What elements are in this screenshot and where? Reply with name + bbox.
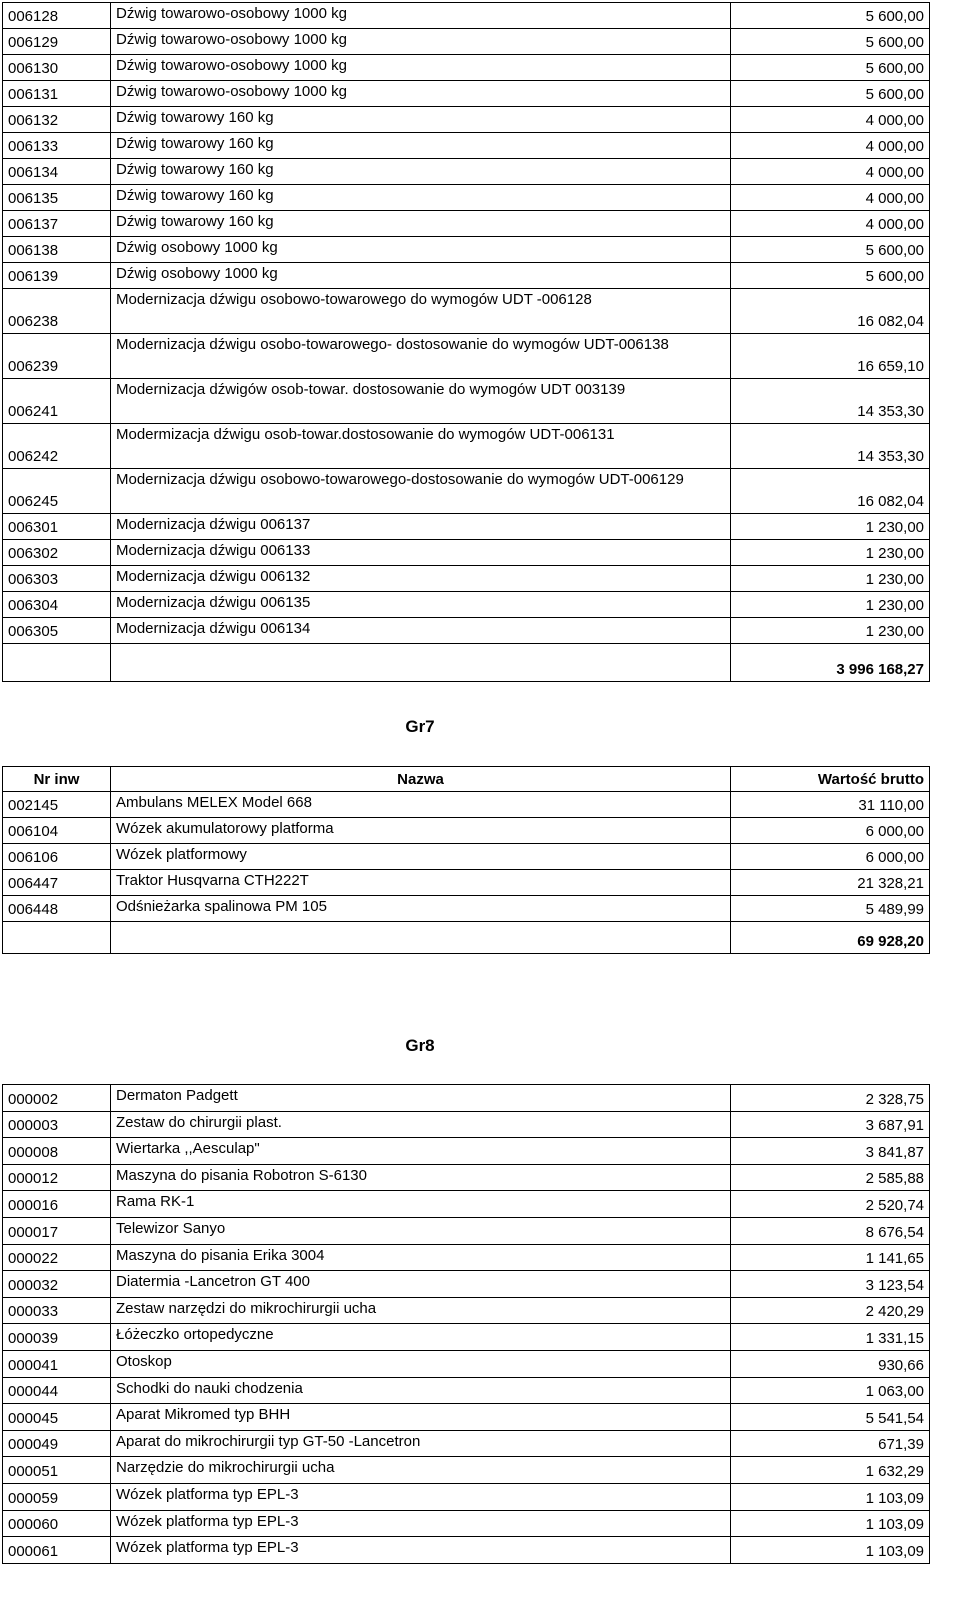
table-row: [3, 1164, 930, 1191]
inventory-number: 000049: [3, 1430, 111, 1457]
item-value: 1 141,65: [731, 1244, 930, 1271]
inventory-number: 000017: [3, 1217, 111, 1244]
inventory-number: 000061: [3, 1537, 111, 1564]
item-name: Maszyna do pisania Erika 3004: [111, 1244, 731, 1271]
inventory-number: 006241: [3, 379, 111, 424]
header-nr-inw: Nr inw: [3, 767, 111, 792]
item-value: 1 331,15: [731, 1324, 930, 1351]
inventory-number: 006239: [3, 334, 111, 379]
inventory-number: 006448: [3, 896, 111, 922]
item-name: Narzędzie do mikrochirurgii ucha: [111, 1457, 731, 1484]
item-value: 1 230,00: [731, 514, 930, 540]
group-title-gr7: Gr7: [405, 717, 435, 736]
inventory-table-continued: [2, 2, 930, 682]
item-name: Modernizacja dźwigu 006133: [111, 540, 731, 566]
item-value: 8 676,54: [731, 1217, 930, 1244]
table-row: [3, 334, 930, 379]
item-value: 930,66: [731, 1350, 930, 1377]
inventory-number: 000060: [3, 1510, 111, 1537]
item-value: 671,39: [731, 1430, 930, 1457]
item-name: Wózek platforma typ EPL-3: [111, 1537, 731, 1564]
item-name: Dźwig towarowy 160 kg: [111, 107, 731, 133]
table-row: [3, 1244, 930, 1271]
inventory-number: 000059: [3, 1483, 111, 1510]
inventory-number: 000041: [3, 1350, 111, 1377]
inventory-number: 000003: [3, 1111, 111, 1138]
item-name: Modernizacja dźwigu 006134: [111, 618, 731, 644]
item-name: Zestaw narzędzi do mikrochirurgii ucha: [111, 1297, 731, 1324]
inventory-number: 006131: [3, 81, 111, 107]
item-value: 1 230,00: [731, 540, 930, 566]
table-header-row: [3, 767, 930, 792]
item-value: 5 600,00: [731, 3, 930, 29]
item-value: 5 489,99: [731, 896, 930, 922]
inventory-number: 006128: [3, 3, 111, 29]
table-row: [3, 1191, 930, 1218]
item-name: Zestaw do chirurgii plast.: [111, 1111, 731, 1138]
table-row: [3, 792, 930, 818]
table-row: [3, 514, 930, 540]
item-name: Traktor Husqvarna CTH222T: [111, 870, 731, 896]
inventory-number: 006302: [3, 540, 111, 566]
item-name: Wiertarka ,,Aesculap": [111, 1138, 731, 1165]
table-row: [3, 1537, 930, 1564]
inventory-number: 006137: [3, 211, 111, 237]
item-name: Modernizacja dźwigu osobowo-towarowego-dostosowanie do wymogów UDT-006129: [111, 469, 731, 514]
table-row: [3, 1350, 930, 1377]
item-value: 1 103,09: [731, 1483, 930, 1510]
item-value: 16 082,04: [731, 469, 930, 514]
table-row: [3, 211, 930, 237]
item-name: [111, 922, 731, 954]
table-row: [3, 1111, 930, 1138]
table-row: [3, 185, 930, 211]
item-value: 4 000,00: [731, 133, 930, 159]
item-value: 4 000,00: [731, 159, 930, 185]
inventory-number: 006238: [3, 289, 111, 334]
item-name: Wózek platforma typ EPL-3: [111, 1483, 731, 1510]
inventory-number: 006301: [3, 514, 111, 540]
item-name: Aparat Mikromed typ BHH: [111, 1404, 731, 1431]
item-name: Maszyna do pisania Robotron S-6130: [111, 1164, 731, 1191]
table-row: [3, 237, 930, 263]
inventory-number: 006129: [3, 29, 111, 55]
item-value: 4 000,00: [731, 107, 930, 133]
table-row: [3, 1430, 930, 1457]
inventory-number: 000039: [3, 1324, 111, 1351]
table-row: [3, 1217, 930, 1244]
item-name: Dźwig towarowo-osobowy 1000 kg: [111, 29, 731, 55]
item-name: Dźwig towarowy 160 kg: [111, 159, 731, 185]
item-value: 1 230,00: [731, 566, 930, 592]
inventory-number: 000012: [3, 1164, 111, 1191]
inventory-number: [3, 644, 111, 682]
inventory-number: 006133: [3, 133, 111, 159]
item-name: Aparat do mikrochirurgii typ GT-50 -Lancetron: [111, 1430, 731, 1457]
table-row: [3, 1377, 930, 1404]
table-row: [3, 844, 930, 870]
table-row: [3, 618, 930, 644]
inventory-number: 006106: [3, 844, 111, 870]
item-value: 3 687,91: [731, 1111, 930, 1138]
inventory-number: [3, 922, 111, 954]
total-value: 69 928,20: [731, 922, 930, 954]
item-name: Dźwig towarowo-osobowy 1000 kg: [111, 55, 731, 81]
inventory-number: 000022: [3, 1244, 111, 1271]
item-value: 5 600,00: [731, 237, 930, 263]
item-name: Wózek akumulatorowy platforma: [111, 818, 731, 844]
table-row: [3, 818, 930, 844]
item-name: Łóżeczko ortopedyczne: [111, 1324, 731, 1351]
item-value: 31 110,00: [731, 792, 930, 818]
item-value: 16 659,10: [731, 334, 930, 379]
table-row: [3, 133, 930, 159]
item-name: Dźwig towarowy 160 kg: [111, 133, 731, 159]
table-row: [3, 469, 930, 514]
item-value: 2 585,88: [731, 1164, 930, 1191]
item-name: Dermaton Padgett: [111, 1085, 731, 1112]
item-name: Telewizor Sanyo: [111, 1217, 731, 1244]
total-row: [3, 644, 930, 682]
inventory-number: 006304: [3, 592, 111, 618]
inventory-number: 006245: [3, 469, 111, 514]
item-value: 5 600,00: [731, 29, 930, 55]
inventory-number: 000016: [3, 1191, 111, 1218]
item-name: Modernizacja dźwigu 006135: [111, 592, 731, 618]
item-value: 4 000,00: [731, 211, 930, 237]
inventory-number: 000032: [3, 1271, 111, 1298]
inventory-number: 006139: [3, 263, 111, 289]
item-value: 2 520,74: [731, 1191, 930, 1218]
item-name: Modernizacja dźwigu 006132: [111, 566, 731, 592]
inventory-number: 006242: [3, 424, 111, 469]
item-name: Modernizacja dźwigu 006137: [111, 514, 731, 540]
table-row: [3, 1271, 930, 1298]
item-name: Modernizacja dźwigów osob-towar. dostosowanie do wymogów UDT 003139: [111, 379, 731, 424]
total-value: 3 996 168,27: [731, 644, 930, 682]
table-row: [3, 592, 930, 618]
item-value: 4 000,00: [731, 185, 930, 211]
item-value: 1 063,00: [731, 1377, 930, 1404]
item-value: 14 353,30: [731, 379, 930, 424]
item-name: Schodki do nauki chodzenia: [111, 1377, 731, 1404]
item-name: Odśnieżarka spalinowa PM 105: [111, 896, 731, 922]
table-row: [3, 1085, 930, 1112]
item-value: 14 353,30: [731, 424, 930, 469]
item-value: 5 600,00: [731, 55, 930, 81]
item-value: 16 082,04: [731, 289, 930, 334]
item-value: 6 000,00: [731, 844, 930, 870]
inventory-number: 006138: [3, 237, 111, 263]
item-name: Dźwig towarowo-osobowy 1000 kg: [111, 81, 731, 107]
item-value: 1 103,09: [731, 1537, 930, 1564]
item-name: Rama RK-1: [111, 1191, 731, 1218]
item-name: Modernizacja dźwigu osobo-towarowego- dostosowanie do wymogów UDT-006138: [111, 334, 731, 379]
inventory-table-gr8: [2, 1084, 930, 1564]
item-name: Modermizacja dźwigu osob-towar.dostosowanie do wymogów UDT-006131: [111, 424, 731, 469]
inventory-number: 000051: [3, 1457, 111, 1484]
item-name: Diatermia -Lancetron GT 400: [111, 1271, 731, 1298]
inventory-number: 006132: [3, 107, 111, 133]
item-name: Dźwig towarowy 160 kg: [111, 211, 731, 237]
table-row: [3, 29, 930, 55]
table-row: [3, 289, 930, 334]
inventory-number: 006135: [3, 185, 111, 211]
item-name: Dźwig osobowy 1000 kg: [111, 237, 731, 263]
table-row: [3, 896, 930, 922]
item-name: Dźwig towarowo-osobowy 1000 kg: [111, 3, 731, 29]
header-wartosc-brutto: Wartość brutto: [731, 767, 930, 792]
inventory-number: 000008: [3, 1138, 111, 1165]
table-row: [3, 1404, 930, 1431]
table-row: [3, 159, 930, 185]
item-name: [111, 644, 731, 682]
item-value: 5 541,54: [731, 1404, 930, 1431]
table-row: [3, 1297, 930, 1324]
table-row: [3, 1138, 930, 1165]
table-row: [3, 566, 930, 592]
inventory-table-gr7: [2, 766, 930, 954]
item-value: 1 103,09: [731, 1510, 930, 1537]
table-row: [3, 1457, 930, 1484]
table-row: [3, 540, 930, 566]
item-value: 2 420,29: [731, 1297, 930, 1324]
item-value: 5 600,00: [731, 263, 930, 289]
item-name: Otoskop: [111, 1350, 731, 1377]
item-value: 1 632,29: [731, 1457, 930, 1484]
table-row: [3, 107, 930, 133]
inventory-number: 000044: [3, 1377, 111, 1404]
item-value: 21 328,21: [731, 870, 930, 896]
inventory-number: 000033: [3, 1297, 111, 1324]
item-value: 1 230,00: [731, 592, 930, 618]
inventory-number: 006447: [3, 870, 111, 896]
item-name: Modernizacja dźwigu osobowo-towarowego do wymogów UDT -006128: [111, 289, 731, 334]
header-nazwa: Nazwa: [111, 767, 731, 792]
table-row: [3, 55, 930, 81]
item-value: 3 123,54: [731, 1271, 930, 1298]
inventory-number: 006303: [3, 566, 111, 592]
table-row: [3, 1510, 930, 1537]
inventory-number: 000002: [3, 1085, 111, 1112]
inventory-number: 006134: [3, 159, 111, 185]
item-value: 2 328,75: [731, 1085, 930, 1112]
item-value: 6 000,00: [731, 818, 930, 844]
table-row: [3, 870, 930, 896]
inventory-number: 002145: [3, 792, 111, 818]
table-row: [3, 1483, 930, 1510]
item-value: 3 841,87: [731, 1138, 930, 1165]
table-row: [3, 379, 930, 424]
inventory-number: 006130: [3, 55, 111, 81]
table-row: [3, 3, 930, 29]
inventory-number: 006104: [3, 818, 111, 844]
table-row: [3, 81, 930, 107]
table-row: [3, 263, 930, 289]
table-row: [3, 424, 930, 469]
item-name: Dźwig osobowy 1000 kg: [111, 263, 731, 289]
total-row: [3, 922, 930, 954]
table-row: [3, 1324, 930, 1351]
inventory-number: 006305: [3, 618, 111, 644]
item-name: Wózek platforma typ EPL-3: [111, 1510, 731, 1537]
item-name: Ambulans MELEX Model 668: [111, 792, 731, 818]
item-value: 5 600,00: [731, 81, 930, 107]
group-title-gr8: Gr8: [405, 1036, 435, 1055]
item-value: 1 230,00: [731, 618, 930, 644]
inventory-number: 000045: [3, 1404, 111, 1431]
item-name: Dźwig towarowy 160 kg: [111, 185, 731, 211]
item-name: Wózek platformowy: [111, 844, 731, 870]
